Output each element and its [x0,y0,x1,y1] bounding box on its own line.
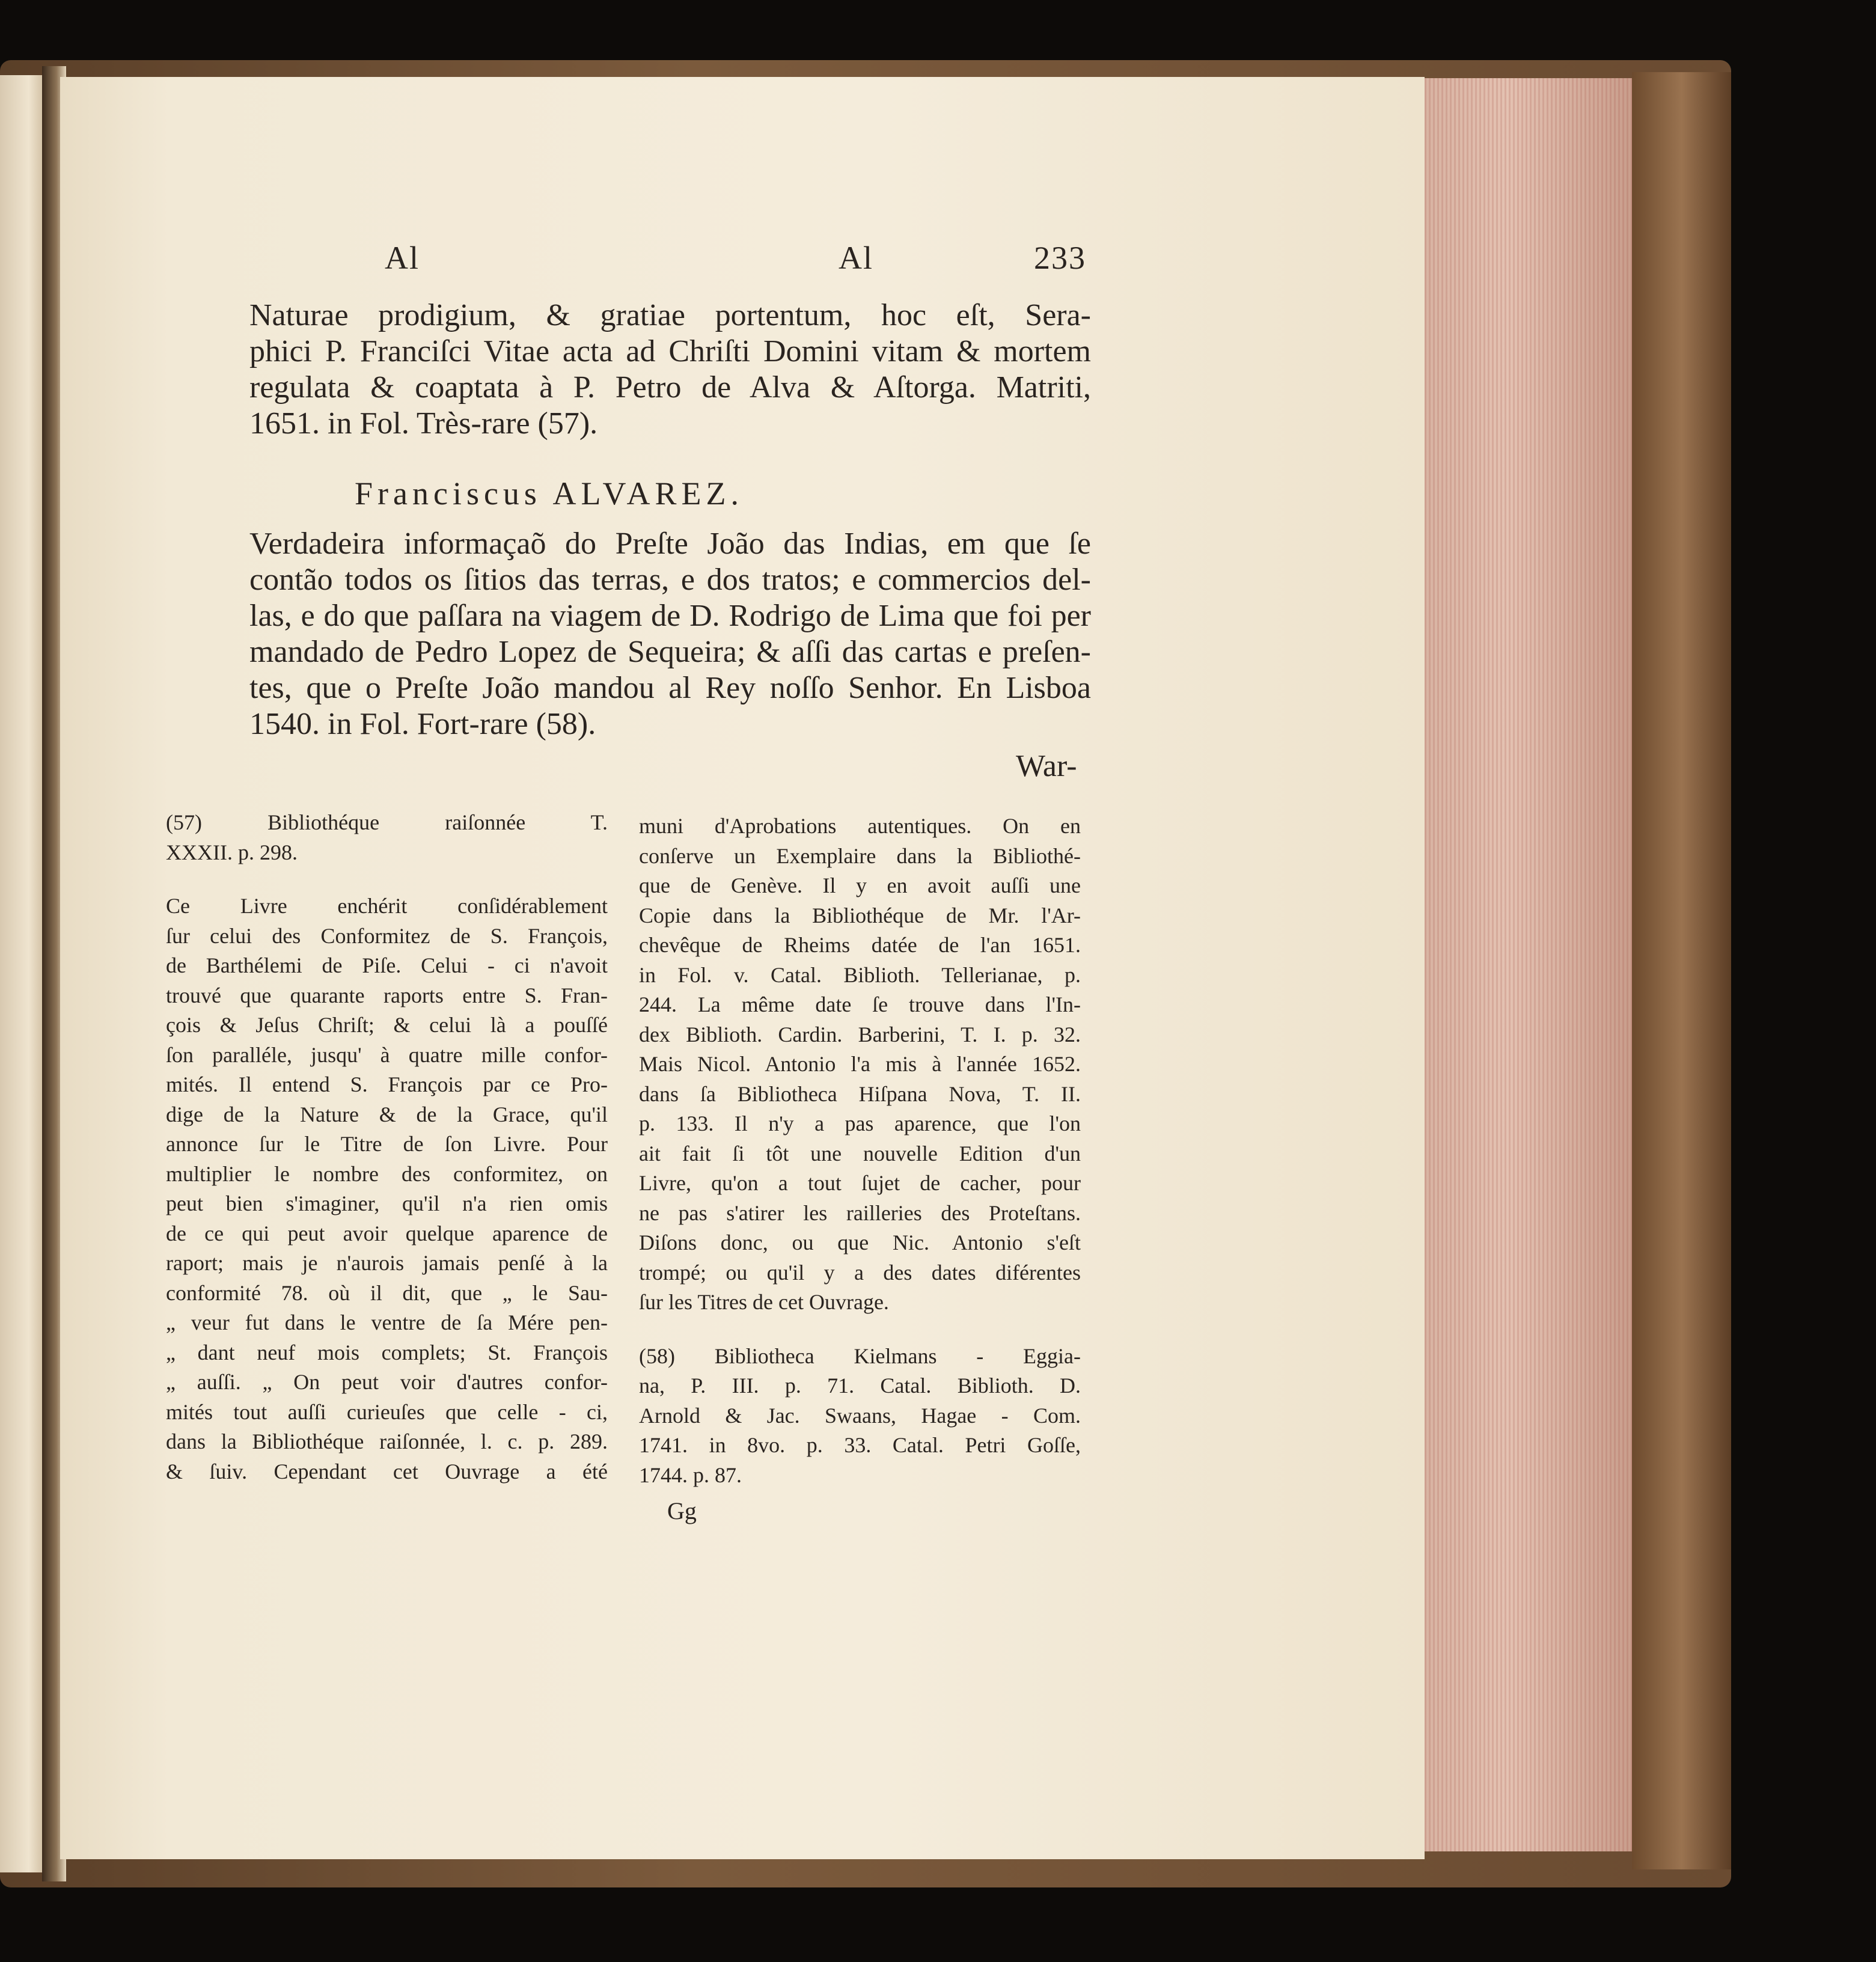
entry-line: 1540. in Fol. Fort-rare (58). [249,707,596,741]
running-head-right: Al [839,240,873,276]
footnote-line: de ce qui peut avoir quelque aparence de [166,1221,608,1245]
running-header [385,239,1094,275]
entry-line: Verdadeira informaçaõ do Preſte João das Indias, em que ſe [249,527,1091,561]
entry-line: phici P. Franciſci Vitae acta ad Chriſti Domini vitam & mortem [249,334,1091,368]
footnote-line: Diſons donc, ou que Nic. Antonio s'eſt [639,1230,1081,1255]
footnote-line: çois & Jeſus Chriſt; & celui là a pouſſé [166,1013,608,1037]
footnote-line: „ dant neuf mois complets; St. François [166,1340,608,1365]
cover-board-edge [1632,72,1731,1869]
entry-alva [249,298,1091,442]
footnote-line: Ce Livre enchérit conſidérablement [166,894,608,918]
footnote-line: muni d'Aprobations autentiques. On en [639,814,1081,838]
footnote-line: 244. La même date ſe trouve dans l'In- [639,992,1081,1016]
footnotes-right-column [639,811,1081,1490]
footnote-line: trompé; ou qu'il y a des dates diférentes [639,1260,1081,1285]
facing-page-edge [0,75,48,1872]
footnote-line: (58) Bibliotheca Kielmans - Eggia- [639,1343,1081,1368]
footnote-line: ſur celui des Conformitez de S. François, [166,923,608,948]
entry-line: regulata & coaptata à P. Petro de Alva & Aſtorga. Matriti, [249,370,1091,405]
footnote-line: que de Genève. Il y en avoit auſſi une [639,873,1081,897]
footnote-line: Livre, qu'on a tout ſujet de cacher, pour [639,1171,1081,1195]
catchword: War- [1016,749,1077,783]
entry-line: contão todos os ſitios das terras, e dos tratos; e commercios del- [249,563,1091,597]
footnote-line: ſur les Titres de cet Ouvrage. [639,1290,889,1314]
footnote-line: ne pas s'atirer les railleries des Proteſtans. [639,1200,1081,1225]
footnote-line: in Fol. v. Catal. Biblioth. Tellerianae, p. [639,962,1081,987]
entry-line: las, e do que paſſara na viagem de D. Rodrigo de Lima que foi per [249,599,1091,633]
footnote-line: 1744. p. 87. [639,1462,742,1487]
footnote-line: conſerve un Exemplaire dans la Bibliothé- [639,843,1081,868]
footnote-line: ait fait ſi tôt une nouvelle Edition d'un [639,1141,1081,1166]
footnote-line: „ veur fut dans le ventre de ſa Mére pen- [166,1310,608,1334]
entry-line: 1651. in Fol. Très-rare (57). [249,406,598,441]
footnote-line: conformité 78. où il dit, que „ le Sau- [166,1280,608,1305]
footnote-line: trouvé que quarante raports entre S. Fran- [166,983,608,1007]
footnote-line: mités tout auſſi curieuſes que celle - ci, [166,1399,608,1424]
footnote-line: Arnold & Jac. Swaans, Hagae - Com. [639,1403,1081,1428]
footnote-line: (57) Bibliothéque raiſonnée T. [166,810,608,834]
footnote-line: de Barthélemi de Piſe. Celui - ci n'avoit [166,953,608,977]
footnotes-left-column [166,808,608,1487]
footnote-line: XXXII. p. 298. [166,840,298,864]
footnote-line: multiplier le nombre des conformitez, on [166,1161,608,1186]
footnote-line: dans la Bibliothéque raiſonnée, l. c. p. 289. [166,1429,608,1453]
footnote-line: raport; mais je n'aurois jamais penſé à la [166,1251,608,1275]
footnote-line: 1741. in 8vo. p. 33. Catal. Petri Goſſe, [639,1433,1081,1457]
entry-line: Naturae prodigium, & gratiae portentum, hoc eſt, Sera- [249,298,1091,332]
signature-mark: Gg [667,1497,697,1524]
footnote-line: p. 133. Il n'y a pas aparence, que l'on [639,1111,1081,1135]
footnote-line: „ auſſi. „ On peut voir d'autres confor- [166,1370,608,1394]
footnote-line: chevêque de Rheims datée de l'an 1651. [639,933,1081,957]
footnote-line: & ſuiv. Cependant cet Ouvrage a été [166,1459,608,1484]
page-number: 233 [1034,240,1086,276]
footnote-line: dex Biblioth. Cardin. Barberini, T. I. p. 32. [639,1022,1081,1047]
author-heading: Franciscus ALVAREZ. [355,475,744,512]
running-head-left: Al [385,240,420,276]
entry-line: tes, que o Preſte João mandou al Rey noſſo Senhor. En Lisboa [249,671,1091,705]
footnote-line: peut bien s'imaginer, qu'il n'a rien omis [166,1191,608,1215]
footnote-line: annonce ſur le Titre de ſon Livre. Pour [166,1132,608,1156]
page-block-edges [1425,78,1632,1851]
footnote-line: dans ſa Bibliotheca Hiſpana Nova, T. II. [639,1081,1081,1106]
footnote-line: ſon paralléle, jusqu' à quatre mille confor- [166,1042,608,1067]
footnote-line: Copie dans la Bibliothéque de Mr. l'Ar- [639,903,1081,928]
footnote-line: na, P. III. p. 71. Catal. Biblioth. D. [639,1374,1081,1398]
footnote-line: dige de la Nature & de la Grace, qu'il [166,1102,608,1126]
footnote-line: mités. Il entend S. François par ce Pro- [166,1072,608,1096]
entry-line: mandado de Pedro Lopez de Sequeira; & aſſi das cartas e preſen- [249,635,1091,669]
entry-alvarez [249,526,1091,742]
footnote-line: Mais Nicol. Antonio l'a mis à l'année 1652. [639,1052,1081,1076]
